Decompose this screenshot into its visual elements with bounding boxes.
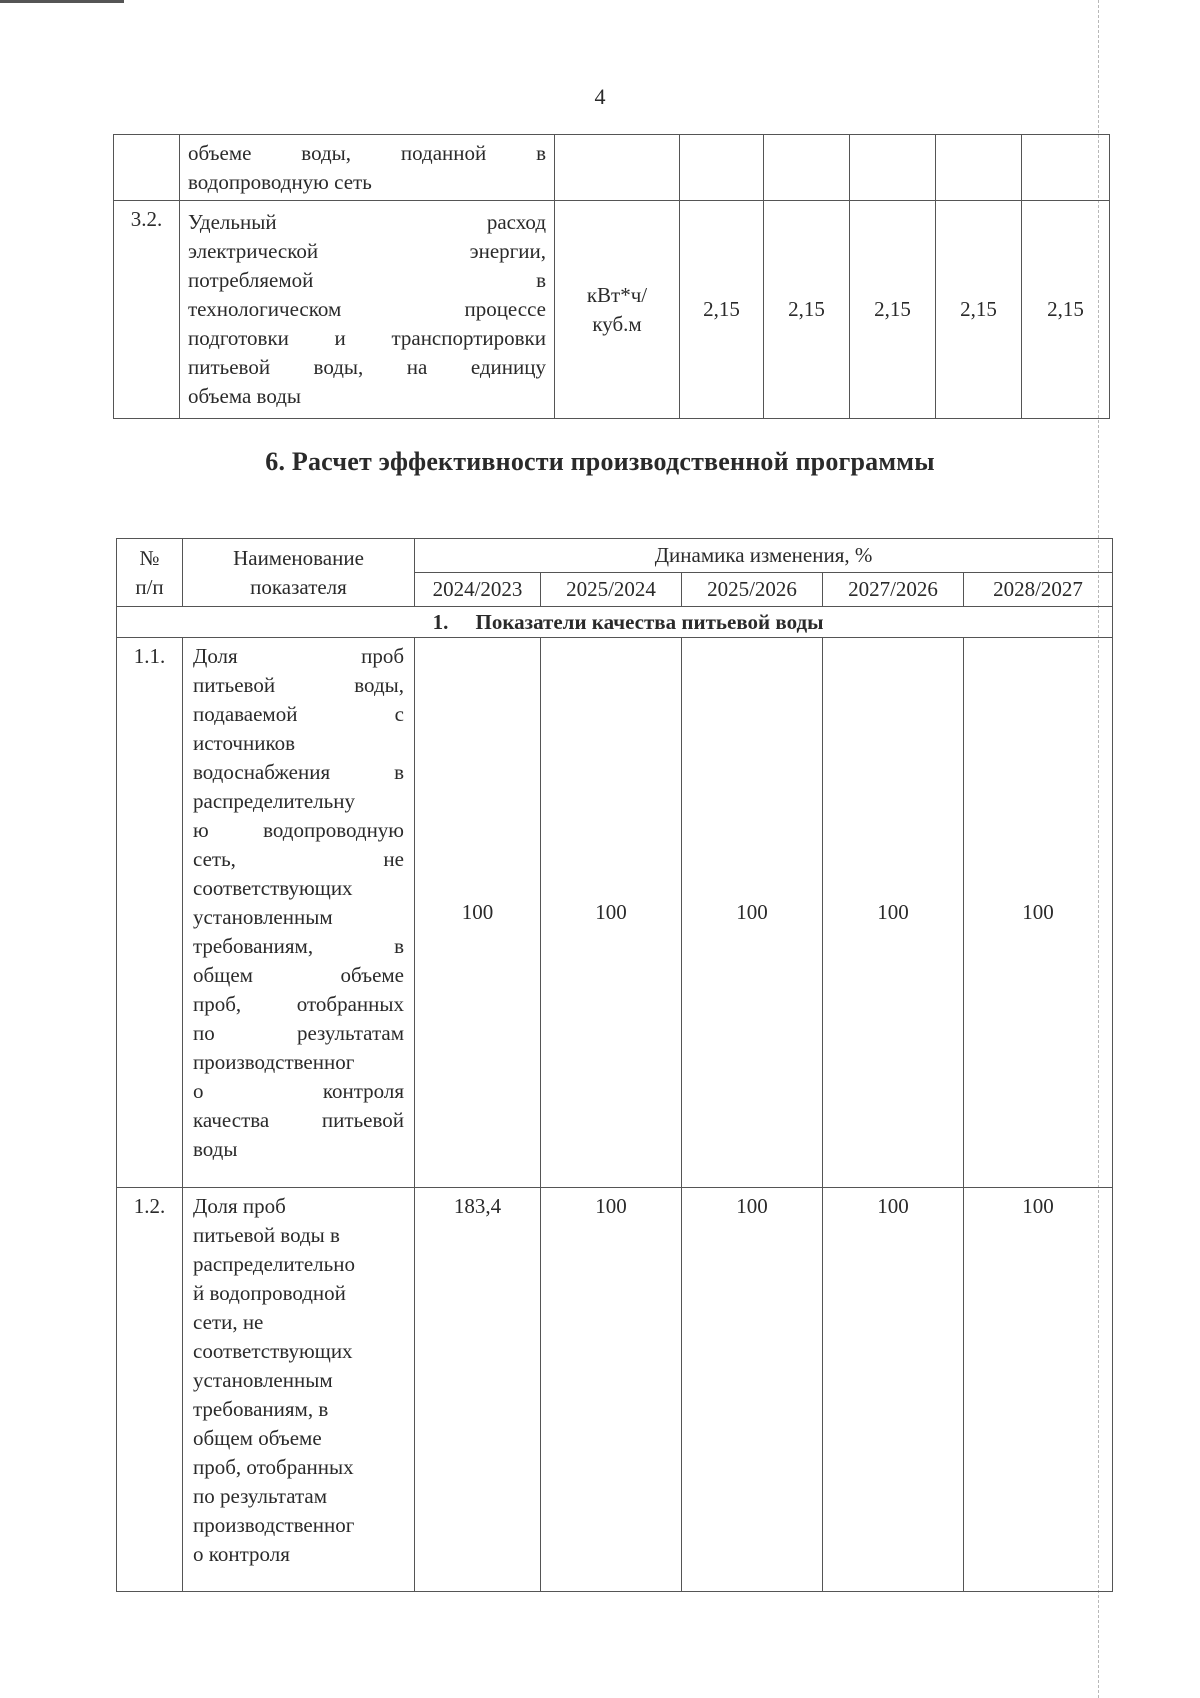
value-cell	[850, 135, 936, 201]
header-period: 2028/2027	[964, 573, 1113, 607]
value-cell: 2,15	[1022, 201, 1110, 419]
value-cell	[1022, 135, 1110, 201]
value-cell	[936, 135, 1022, 201]
efficiency-table	[116, 538, 1113, 1592]
unit-cell	[555, 135, 680, 201]
unit-cell: кВт*ч/ куб.м	[555, 201, 680, 419]
scan-edge-mark	[0, 0, 124, 3]
value-cell: 100	[964, 1188, 1113, 1592]
value-cell: 100	[964, 638, 1113, 1188]
value-cell: 100	[541, 1188, 682, 1592]
value-cell: 100	[682, 1188, 823, 1592]
value-cell	[764, 135, 850, 201]
group-row	[117, 607, 1113, 638]
value-cell: 100	[823, 638, 964, 1188]
row-number-cell: 1.2.	[117, 1188, 183, 1592]
table-row	[114, 135, 1110, 201]
group-title: Показатели качества питьевой воды	[475, 609, 824, 634]
table-row	[117, 638, 1113, 1188]
group-title-cell	[117, 607, 1113, 638]
indicator-name-cell: Доля проб питьевой воды, подаваемой с источников водоснабжения в распределительну ю водопроводную сеть, не соответствующих установленным требованиям, в общем объеме проб, отобранных по результатам производственног о контроля качества питьевой воды	[183, 638, 415, 1188]
row-number-cell: 3.2.	[114, 201, 180, 419]
header-period: 2025/2026	[682, 573, 823, 607]
value-cell: 2,15	[850, 201, 936, 419]
row-number-cell: 1.1.	[117, 638, 183, 1188]
table-row	[117, 1188, 1113, 1592]
group-number: 1.	[432, 609, 449, 634]
table-row	[114, 201, 1110, 419]
value-cell: 2,15	[680, 201, 764, 419]
header-period: 2027/2026	[823, 573, 964, 607]
value-cell: 100	[541, 638, 682, 1188]
page-number: 4	[594, 84, 606, 109]
header-name: Наименование показателя	[183, 539, 415, 607]
value-cell: 100	[823, 1188, 964, 1592]
value-cell	[680, 135, 764, 201]
header-dynamics: Динамика изменения, %	[415, 539, 1113, 573]
header-row	[117, 539, 1113, 573]
value-cell: 100	[415, 638, 541, 1188]
indicators-table-continued	[113, 134, 1110, 419]
value-cell: 2,15	[936, 201, 1022, 419]
indicator-name-cell: Доля проб питьевой воды в распределительно й водопроводной сети, не соответствующих установленным требованиям, в общем объеме проб, отобранных по результатам производственног о контроля	[183, 1188, 415, 1592]
indicator-name-cell: объеме воды, поданной в водопроводную сеть	[180, 135, 555, 201]
header-period: 2025/2024	[541, 573, 682, 607]
value-cell: 2,15	[764, 201, 850, 419]
indicator-name-cell: Удельный расход электрической энергии, потребляемой в технологическом процессе подготовки и транспортировки питьевой воды, на единицу объема воды	[180, 201, 555, 419]
section-title: 6. Расчет эффективности производственной программы	[265, 447, 935, 476]
value-cell: 100	[682, 638, 823, 1188]
header-period: 2024/2023	[415, 573, 541, 607]
header-num: № п/п	[117, 539, 183, 607]
value-cell: 183,4	[415, 1188, 541, 1592]
row-number-cell	[114, 135, 180, 201]
